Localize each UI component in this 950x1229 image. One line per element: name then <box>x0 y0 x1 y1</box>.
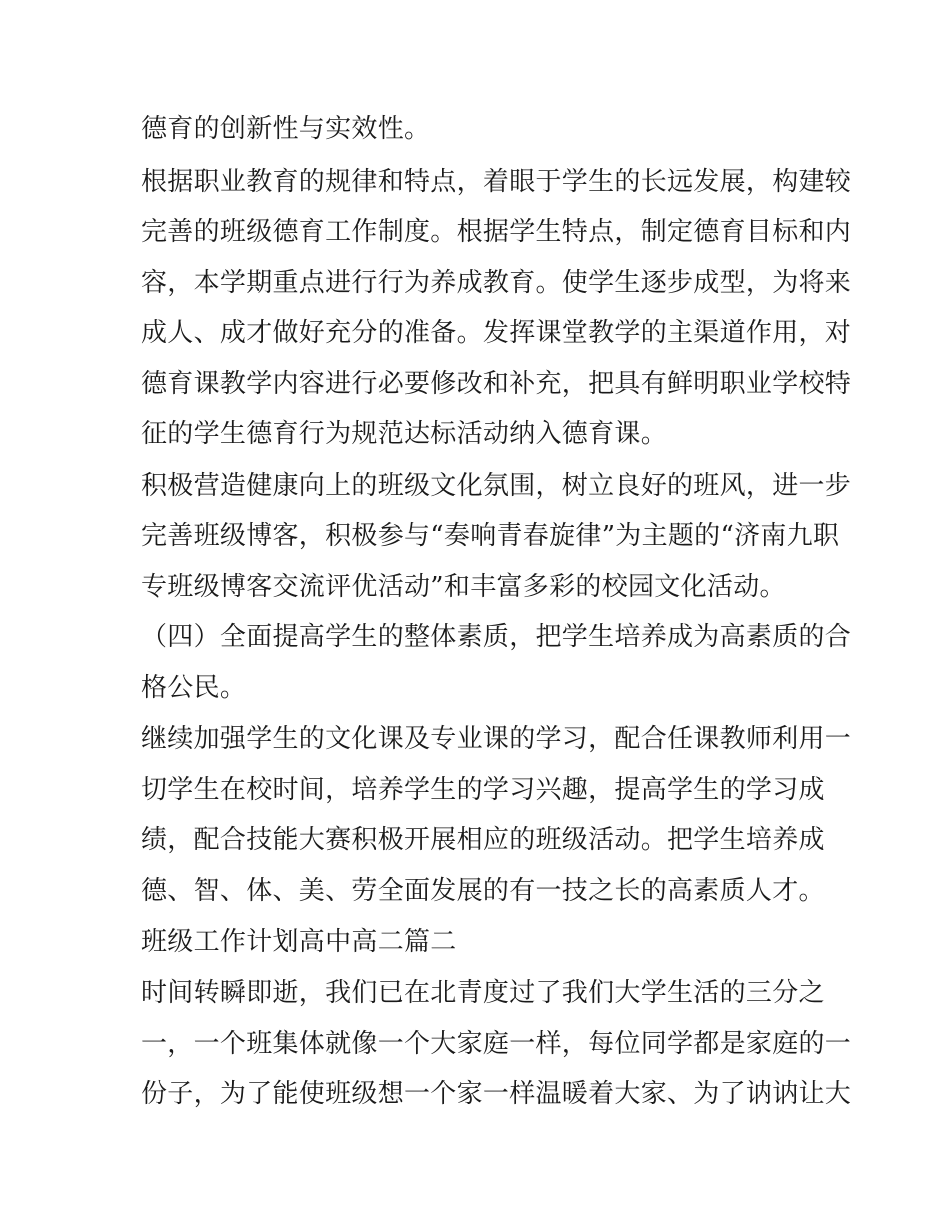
text-line: 专班级博客交流评优活动”和丰富多彩的校园文化活动。 <box>141 572 786 602</box>
text-line: 继续加强学生的文化课及专业课的学习，配合任课教师利用一 <box>141 724 852 754</box>
text-line: （四）全面提高学生的整体素质，把学生培养成为高素质的合 <box>141 622 852 652</box>
text-line: 成人、成才做好充分的准备。发挥课堂教学的主渠道作用，对 <box>141 318 852 348</box>
text-line: 积极营造健康向上的班级文化氛围，树立良好的班风，进一步 <box>141 471 852 501</box>
text-line: 德育的创新性与实效性。 <box>141 114 431 144</box>
text-line: 一，一个班集体就像一个大家庭一样，每位同学都是家庭的一 <box>141 1029 852 1059</box>
text-line: 班级工作计划高中高二篇二 <box>141 927 457 957</box>
text-line: 切学生在校时间，培养学生的学习兴趣，提高学生的学习成 <box>141 775 825 805</box>
text-line: 完善的班级德育工作制度。根据学生特点，制定德育目标和内 <box>141 217 852 247</box>
text-line: 根据职业教育的规律和特点，着眼于学生的长远发展，构建较 <box>141 167 852 197</box>
text-line: 时间转瞬即逝，我们已在北青度过了我们大学生活的三分之 <box>141 978 825 1008</box>
text-line: 容，本学期重点进行行为养成教育。使学生逐步成型，为将来 <box>141 268 852 298</box>
text-line: 绩，配合技能大赛积极开展相应的班级活动。把学生培养成 <box>141 825 825 855</box>
text-line: 德育课教学内容进行必要修改和补充，把具有鲜明职业学校特 <box>141 369 852 399</box>
text-line: 征的学生德育行为规范达标活动纳入德育课。 <box>141 419 668 449</box>
text-line: 份子，为了能使班级想一个家一样温暖着大家、为了讷讷让大 <box>141 1079 852 1109</box>
text-line: 德、智、体、美、劳全面发展的有一技之长的高素质人才。 <box>141 876 825 906</box>
text-line: 格公民。 <box>141 673 247 703</box>
text-line: 完善班级博客，积极参与“奏响青春旋律”为主题的“济南九职 <box>141 521 840 551</box>
